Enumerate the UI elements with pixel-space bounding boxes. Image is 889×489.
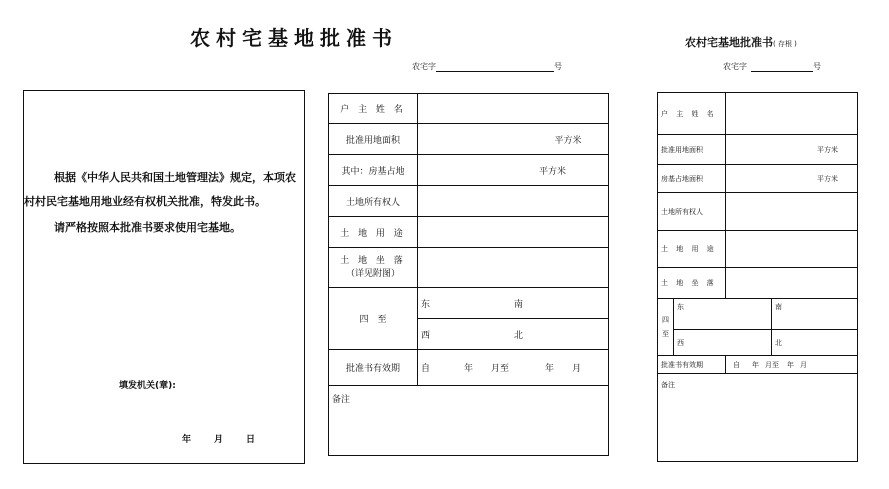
stub-remarks-cell[interactable] bbox=[658, 374, 858, 462]
east-south-value[interactable] bbox=[418, 288, 609, 319]
stub-west-value[interactable] bbox=[674, 330, 772, 356]
stub-owner-label: 户 主 姓 名 bbox=[658, 93, 726, 135]
certificate-panel bbox=[23, 90, 305, 464]
area-unit: 平方米 bbox=[554, 135, 582, 146]
stub-number-suffix: 号 bbox=[813, 62, 821, 71]
stub-row-boundaries-2 bbox=[658, 330, 858, 356]
issue-date bbox=[182, 432, 278, 445]
stub-land-owner-label: 土地所有权人 bbox=[658, 193, 726, 231]
stub-owner-value[interactable] bbox=[726, 93, 858, 135]
form-row-area bbox=[329, 124, 609, 155]
land-use-value[interactable] bbox=[418, 217, 609, 248]
location-value[interactable] bbox=[418, 248, 609, 288]
form-row-remarks bbox=[329, 386, 609, 456]
stub-validity-from: 自 bbox=[733, 360, 740, 369]
stub-number-line bbox=[723, 62, 821, 72]
west-label: 西 bbox=[421, 330, 431, 341]
stub-boundaries-bottom: 至 bbox=[662, 330, 669, 338]
house-area-value[interactable] bbox=[418, 155, 609, 186]
validity-month-to: 月至 bbox=[491, 364, 510, 374]
west-north-value[interactable] bbox=[418, 319, 609, 350]
validity-label: 批准书有效期 bbox=[329, 350, 418, 386]
validity-year-1: 年 bbox=[464, 364, 474, 374]
stub-validity-year-2: 年 bbox=[787, 360, 794, 369]
stub-south-value[interactable] bbox=[772, 299, 858, 330]
land-owner-value[interactable] bbox=[418, 186, 609, 217]
house-area-unit: 平方米 bbox=[539, 166, 567, 177]
stub-row-area bbox=[658, 135, 858, 165]
form-row-validity bbox=[329, 350, 609, 386]
stub-remarks-label: 备注 bbox=[661, 381, 675, 389]
validity-from: 自 bbox=[421, 364, 431, 374]
stub-row-owner bbox=[658, 93, 858, 135]
stub-row-land-owner bbox=[658, 193, 858, 231]
stub-land-use-label: 土 地 用 途 bbox=[658, 231, 726, 268]
form-row-land-use bbox=[329, 217, 609, 248]
stub-boundaries-top: 四 bbox=[662, 316, 669, 324]
boundaries-label: 四 至 bbox=[329, 288, 418, 350]
location-note: （详见附图） bbox=[345, 268, 400, 279]
certificate-number-line bbox=[412, 62, 562, 72]
form-row-location bbox=[329, 248, 609, 288]
remarks-cell[interactable] bbox=[329, 386, 609, 456]
stub-north-value[interactable] bbox=[772, 330, 858, 356]
east-label: 东 bbox=[421, 299, 431, 310]
stub-row-location bbox=[658, 268, 858, 299]
area-value[interactable] bbox=[418, 124, 609, 155]
certificate-paragraph-1: 根据《中华人民共和国土地管理法》规定，本项农村村民宅基地用地业经有权机关批准，特发此书。 bbox=[24, 171, 296, 208]
stub-row-house-area bbox=[658, 165, 858, 193]
stub-land-use-value[interactable] bbox=[726, 231, 858, 268]
stub-land-owner-value[interactable] bbox=[726, 193, 858, 231]
stub-validity-month-to: 月至 bbox=[765, 360, 779, 369]
land-owner-label: 土地所有权人 bbox=[329, 186, 418, 217]
form-row-house-area bbox=[329, 155, 609, 186]
issuing-authority-label: 填发机关(章): bbox=[119, 381, 176, 391]
stub-area-unit: 平方米 bbox=[817, 145, 838, 154]
stub-house-area-value[interactable] bbox=[726, 165, 858, 193]
stub-south-label: 南 bbox=[775, 303, 782, 311]
stub-row-remarks bbox=[658, 374, 858, 462]
stub-form-table bbox=[657, 92, 858, 462]
stub-north-label: 北 bbox=[775, 338, 782, 347]
certificate-body bbox=[24, 166, 304, 240]
form-row-land-owner bbox=[329, 186, 609, 217]
validity-value[interactable] bbox=[418, 350, 609, 386]
number-suffix: 号 bbox=[554, 62, 562, 71]
number-prefix: 农宅字 bbox=[412, 62, 436, 71]
owner-value[interactable] bbox=[418, 94, 609, 124]
owner-label: 户 主 姓 名 bbox=[329, 94, 418, 124]
form-row-boundaries-1 bbox=[329, 288, 609, 319]
stub-house-area-unit: 平方米 bbox=[817, 174, 838, 183]
stub-validity-month-2: 月 bbox=[800, 360, 807, 369]
stub-east-value[interactable] bbox=[674, 299, 772, 330]
form-row-owner bbox=[329, 94, 609, 124]
stub-validity-label: 批准书有效期 bbox=[658, 356, 726, 374]
stub-number-prefix: 农宅字 bbox=[723, 62, 747, 71]
stub-title-suffix: ( 存根 ) bbox=[773, 40, 797, 48]
stub-west-label: 西 bbox=[677, 338, 684, 347]
stub-house-area-label: 房基占地面积 bbox=[658, 165, 726, 193]
stub-number-blank bbox=[751, 62, 813, 72]
stub-location-label: 土 地 坐 落 bbox=[658, 268, 726, 299]
location-label bbox=[329, 248, 418, 288]
stub-boundaries-label bbox=[658, 299, 674, 356]
north-label: 北 bbox=[514, 330, 524, 341]
number-blank bbox=[436, 62, 554, 72]
stub-location-value[interactable] bbox=[726, 268, 858, 299]
certificate-title: 农村宅基地批准书 bbox=[190, 26, 398, 50]
stub-row-boundaries-1 bbox=[658, 299, 858, 330]
certificate-paragraph-2: 请严格按照本批准书要求使用宅基地。 bbox=[54, 221, 241, 234]
stub-validity-value[interactable] bbox=[726, 356, 858, 374]
house-area-label: 其中：房基占地 bbox=[329, 155, 418, 186]
area-label: 批准用地面积 bbox=[329, 124, 418, 155]
south-label: 南 bbox=[514, 299, 524, 310]
remarks-label: 备注 bbox=[332, 395, 351, 405]
date-day: 日 bbox=[246, 435, 256, 445]
stub-row-validity bbox=[658, 356, 858, 374]
validity-year-2: 年 bbox=[545, 364, 555, 374]
stub-title-text: 农村宅基地批准书 bbox=[685, 36, 773, 49]
date-year: 年 bbox=[182, 435, 192, 445]
stub-area-value[interactable] bbox=[726, 135, 858, 165]
stub-row-land-use bbox=[658, 231, 858, 268]
validity-month-2: 月 bbox=[572, 364, 582, 374]
stub-east-label: 东 bbox=[677, 303, 684, 311]
date-month: 月 bbox=[214, 435, 224, 445]
certificate-form-table bbox=[328, 93, 609, 456]
land-use-label: 土 地 用 途 bbox=[329, 217, 418, 248]
stub-area-label: 批准用地面积 bbox=[658, 135, 726, 165]
location-label-text: 土 地 坐 落 bbox=[340, 255, 406, 266]
stub-title bbox=[685, 34, 797, 50]
stub-validity-year-1: 年 bbox=[752, 360, 759, 369]
